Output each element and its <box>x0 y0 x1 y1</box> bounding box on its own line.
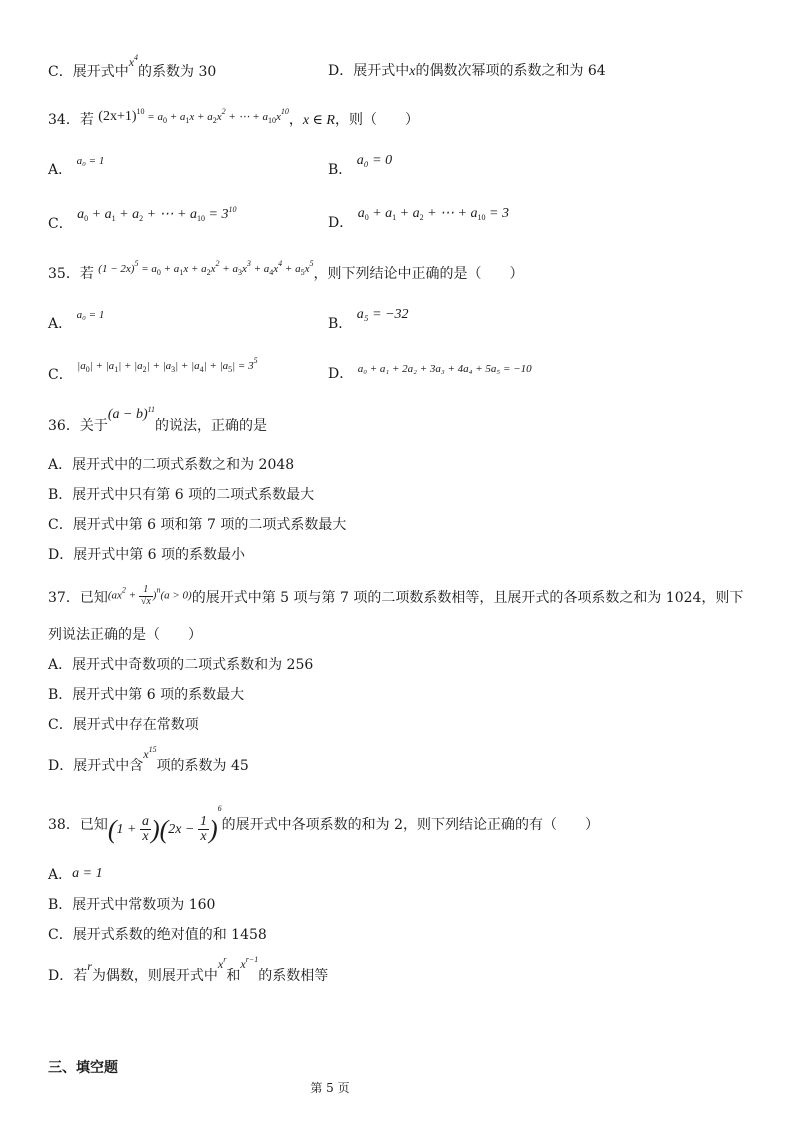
question-tail: 的展开式中各项系数的和为 2，则下列结论正确的有（ ） <box>221 816 599 833</box>
q34-option-a <box>48 155 105 178</box>
option-label: C． <box>48 216 73 232</box>
question-number: 34．若 <box>48 112 94 128</box>
math-r: r <box>87 959 92 973</box>
option-math: a = 1 <box>72 866 103 881</box>
option-label: D．展开式中 <box>328 63 410 79</box>
q36-stem <box>48 405 268 434</box>
question-number: 37．已知 <box>48 590 108 606</box>
q35-option-d <box>328 363 532 382</box>
q34-stem: 34．若 $(2x+1)^{10} = a_0 + a_1x + a_2x^2$ + ⋯ + $a_{10}x^{10}$，x ∈ R，则（ ） <box>48 107 419 128</box>
q36-option-b: B．展开式中只有第 6 项的二项式系数最大 <box>48 487 315 503</box>
q36-option-d: D．展开式中第 6 项的系数最小 <box>48 547 246 563</box>
q33-option-d <box>328 64 606 79</box>
q35-stem <box>48 259 524 283</box>
condition: x ∈ R <box>302 113 335 128</box>
question-tail: ，则（ ） <box>334 112 419 128</box>
question-number: 36．关于 <box>48 418 108 434</box>
q33-option-c <box>48 53 217 80</box>
option-text: 的偶数次幂项的系数之和为 64 <box>415 63 606 79</box>
option-text: 和 <box>226 968 241 984</box>
option-text: 的系数相等 <box>258 968 329 984</box>
option-label: C． <box>48 367 73 383</box>
math-x-power-r: $x^r$ <box>217 955 227 971</box>
option-math: a₀ + a₁ + 2a₂ + 3a₃ + 4a₄ + 5a₅ = −10 <box>357 363 532 375</box>
q38-stem <box>48 805 599 845</box>
exponent: 11 <box>147 405 156 414</box>
option-math: $a_0 + a_1 + a_2$ + ⋯ + $a_{10} = 3$ <box>357 206 509 222</box>
math-x: $x^{15}$ <box>143 745 157 761</box>
page-footer: 第 5 页 <box>310 1081 350 1095</box>
exponent: 15 <box>148 745 157 754</box>
equation: $(2x+1)^{10} = a_0 + a_1x + a_2x^2$ + ⋯ + $a_{10}x^{10}$ <box>98 107 289 125</box>
option-math: a₀ = 0 <box>356 153 393 168</box>
q35-option-a <box>48 309 105 332</box>
exponent: 5 <box>253 356 258 365</box>
option-label: A． <box>48 162 73 178</box>
question-tail: 的展开式中第 5 项与第 7 项的二项数系数相等，且展开式的各项系数之和为 1024，则下 <box>191 590 744 606</box>
q35-option-c <box>48 356 258 384</box>
q34-option-b <box>328 153 393 178</box>
option-label: D． <box>328 366 354 382</box>
q34-option-c <box>48 205 237 233</box>
option-label: A． <box>48 316 73 332</box>
option-math: a₅ = −32 <box>356 307 409 322</box>
q37-option-c: C．展开式中存在常数项 <box>48 717 199 733</box>
q38-option-a <box>48 868 103 883</box>
option-math: a₀ = 1 <box>76 155 105 167</box>
equation-lhs: (2x+1) <box>98 109 137 124</box>
expression: ($ax^2$ + $\frac{1}{√x}$ )$^n$(a > 0) <box>107 584 192 607</box>
question-tail: ，则下列结论中正确的是（ ） <box>313 266 524 282</box>
math-x: x <box>409 64 416 79</box>
option-label: A． <box>48 867 73 883</box>
q36-option-c: C．展开式中第 6 项和第 7 项的二项式系数最大 <box>48 517 347 533</box>
question-number: 35．若 <box>48 266 94 282</box>
option-text: D．若 <box>48 968 88 984</box>
question-number: 38．已知 <box>48 816 108 833</box>
option-text: 项的系数为 45 <box>156 758 249 774</box>
option-math: a₀ = 1 <box>76 309 105 321</box>
exponent: 10 <box>136 107 145 116</box>
expression <box>108 407 155 422</box>
math-x: $x^4$ <box>128 53 139 69</box>
option-label: B． <box>328 316 353 332</box>
q34-option-d <box>328 206 509 232</box>
q37-option-b: B．展开式中第 6 项的系数最大 <box>48 687 245 703</box>
q37-stem <box>48 584 744 609</box>
option-text: D．展开式中含 <box>48 758 144 774</box>
question-tail: 的说法，正确的是 <box>155 418 268 434</box>
q38-option-d <box>48 955 329 984</box>
equation: (1 − 2x)5 = a0 + a1x + a2x2 + a3x3 + a4x4 + a5x5 <box>98 259 314 277</box>
section-heading: 三、填空题 <box>48 1060 118 1076</box>
option-label: C．展开式中 <box>48 64 129 80</box>
option-label: D． <box>328 215 354 231</box>
option-math: $a_0 + a_1 + a_2$ + ⋯ + $a_{10} = 3^{10}$ <box>77 205 237 223</box>
q38-option-b: B．展开式中常数项为 160 <box>48 897 216 913</box>
exponent: 4 <box>134 53 139 62</box>
math-x-power-r-minus-1: $x^{r-1}$ <box>240 955 259 971</box>
option-text: 的系数为 30 <box>138 64 217 80</box>
q37-stem-line2: 列说法正确的是（ ） <box>48 627 202 643</box>
option-math: |a0| + |a1| + |a2| + |a3| + |a4| + |a5| = 35 <box>77 356 258 374</box>
q36-option-a: A．展开式中的二项式系数之和为 2048 <box>48 457 295 473</box>
q35-option-b <box>328 307 409 332</box>
expression: (1 + $\frac{a}{x}$ )(2x − $\frac{1}{x}$ )$^6$ <box>107 804 222 845</box>
q37-option-a: A．展开式中奇数项的二项式系数和为 256 <box>48 657 314 673</box>
option-text: 为偶数，则展开式中 <box>91 968 218 984</box>
option-label: B． <box>328 162 353 178</box>
expression-base: (a − b) <box>107 407 148 422</box>
q38-option-c: C．展开式系数的绝对值的和 1458 <box>48 927 267 943</box>
q37-option-d <box>48 745 249 774</box>
exponent: 10 <box>228 205 237 214</box>
